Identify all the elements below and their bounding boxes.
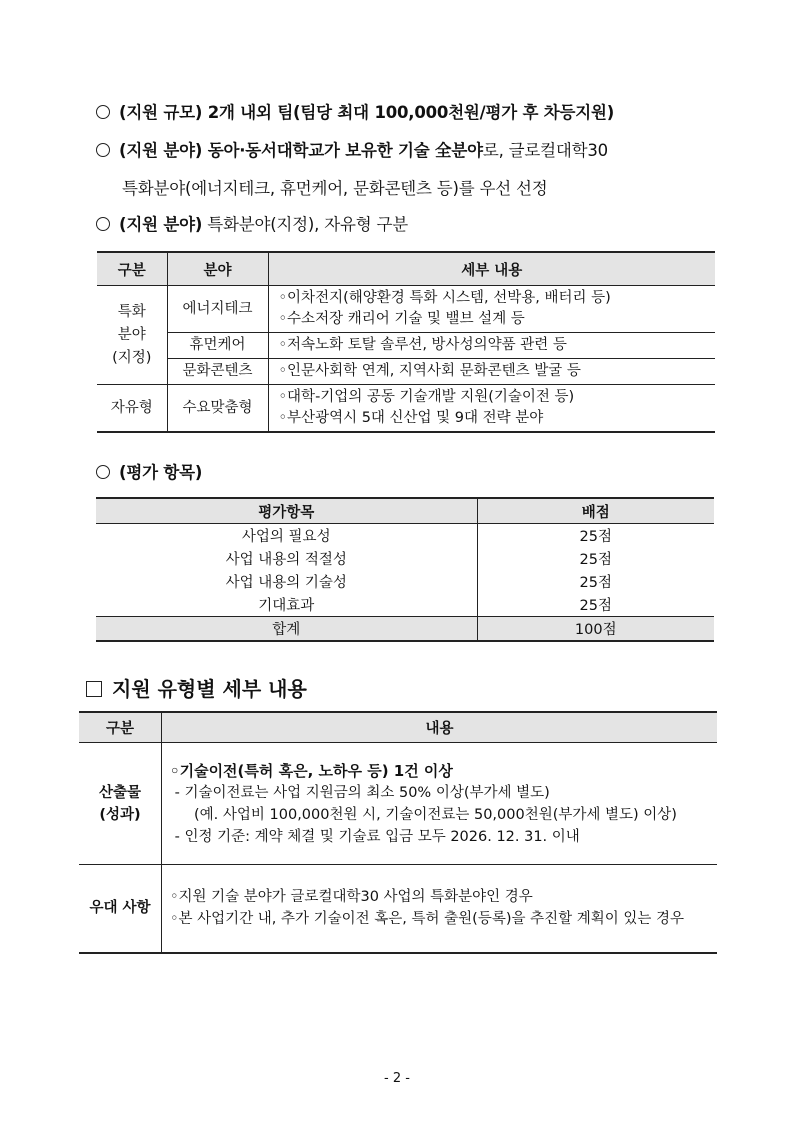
field-details: ◦이차전지(해양환경 특화 시스템, 선박용, 배터리 등) ◦수소저장 캐리어 기술 및 밸브 설계 등 — [268, 286, 715, 333]
output-label: 산출물 (성과) — [79, 743, 162, 865]
circle-bullet-icon — [96, 217, 110, 231]
header-content: 내용 — [162, 712, 718, 743]
support-scale-line: (지원 규모) 2개 내외 팀(팀당 최대 100,000천원/평가 후 차등지원) — [96, 99, 614, 123]
field-details: ◦대학-기업의 공동 기술개발 지원(기술이전 등) ◦부산광역시 5대 신산업 및 9대 전략 분야 — [278, 389, 575, 426]
field-name: 수요맞춤형 — [167, 385, 268, 433]
support-field-line: (지원 분야) 동아·동서대학교가 보유한 기술 全분야로, 글로컬대학30 — [96, 137, 608, 161]
support-field-type-line: (지원 분야) 특화분야(지정), 자유형 구분 — [96, 211, 408, 235]
page-number: - 2 - — [384, 1071, 410, 1086]
total-row: 합계 100점 — [96, 617, 714, 642]
field-name: 에너지테크 — [167, 286, 268, 333]
circle-bullet-icon — [96, 465, 110, 479]
section-title: 지원 유형별 세부 내용 — [86, 673, 307, 702]
table-row: 기대효과 25점 — [96, 593, 714, 617]
circle-bullet-icon — [96, 105, 110, 119]
field-table — [97, 251, 715, 433]
evaluation-items-line: (평가 항목) — [96, 459, 202, 483]
table-row: 사업의 필요성 25점 — [96, 524, 714, 548]
header-score: 배점 — [477, 498, 714, 524]
header-eval-item: 평가항목 — [96, 498, 477, 524]
square-bullet-icon — [86, 681, 102, 697]
field-name: 문화콘텐츠 — [167, 359, 268, 385]
free-field-label: 자유형 — [97, 385, 167, 433]
preference-label: 우대 사항 — [79, 865, 162, 953]
header-category: 구분 — [79, 712, 162, 743]
evaluation-table — [96, 497, 714, 642]
detail-table — [79, 711, 717, 954]
special-field-label: 특화 분야 (지정) — [97, 286, 167, 385]
field-details: ◦저속노화 토탈 솔루션, 방사성의약품 관련 등 — [268, 333, 715, 359]
output-content: ◦기술이전(특허 혹은, 노하우 등) 1건 이상 - 기술이전료는 사업 지원금의 최소 50% 이상(부가세 별도) (예. 사업비 100,000천원 시, 기술이전료는 50,000천원(부가세 별도) 이상) - 인정 기준: 계약 체결 및 기술료 입금 모두 2026. 12. 31. 이내 — [162, 743, 718, 865]
table-row: 사업 내용의 적절성 25점 — [96, 547, 714, 570]
header-details: 세부 내용 — [268, 252, 715, 286]
preference-content: ◦지원 기술 분야가 글로컬대학30 사업의 특화분야인 경우 ◦본 사업기간 내, 추가 기술이전 혹은, 특허 출원(등록)을 추진할 계획이 있는 경우 — [170, 889, 684, 928]
field-details: ◦인문사회학 연계, 지역사회 문화콘텐츠 발굴 등 — [268, 359, 715, 385]
header-field: 분야 — [167, 252, 268, 286]
support-field-continuation: 특화분야(에너지테크, 휴먼케어, 문화콘텐츠 등)를 우선 선정 — [122, 179, 548, 198]
circle-bullet-icon — [96, 143, 110, 157]
field-name: 휴먼케어 — [167, 333, 268, 359]
header-category: 구분 — [97, 252, 167, 286]
table-row: 사업 내용의 기술성 25점 — [96, 570, 714, 593]
